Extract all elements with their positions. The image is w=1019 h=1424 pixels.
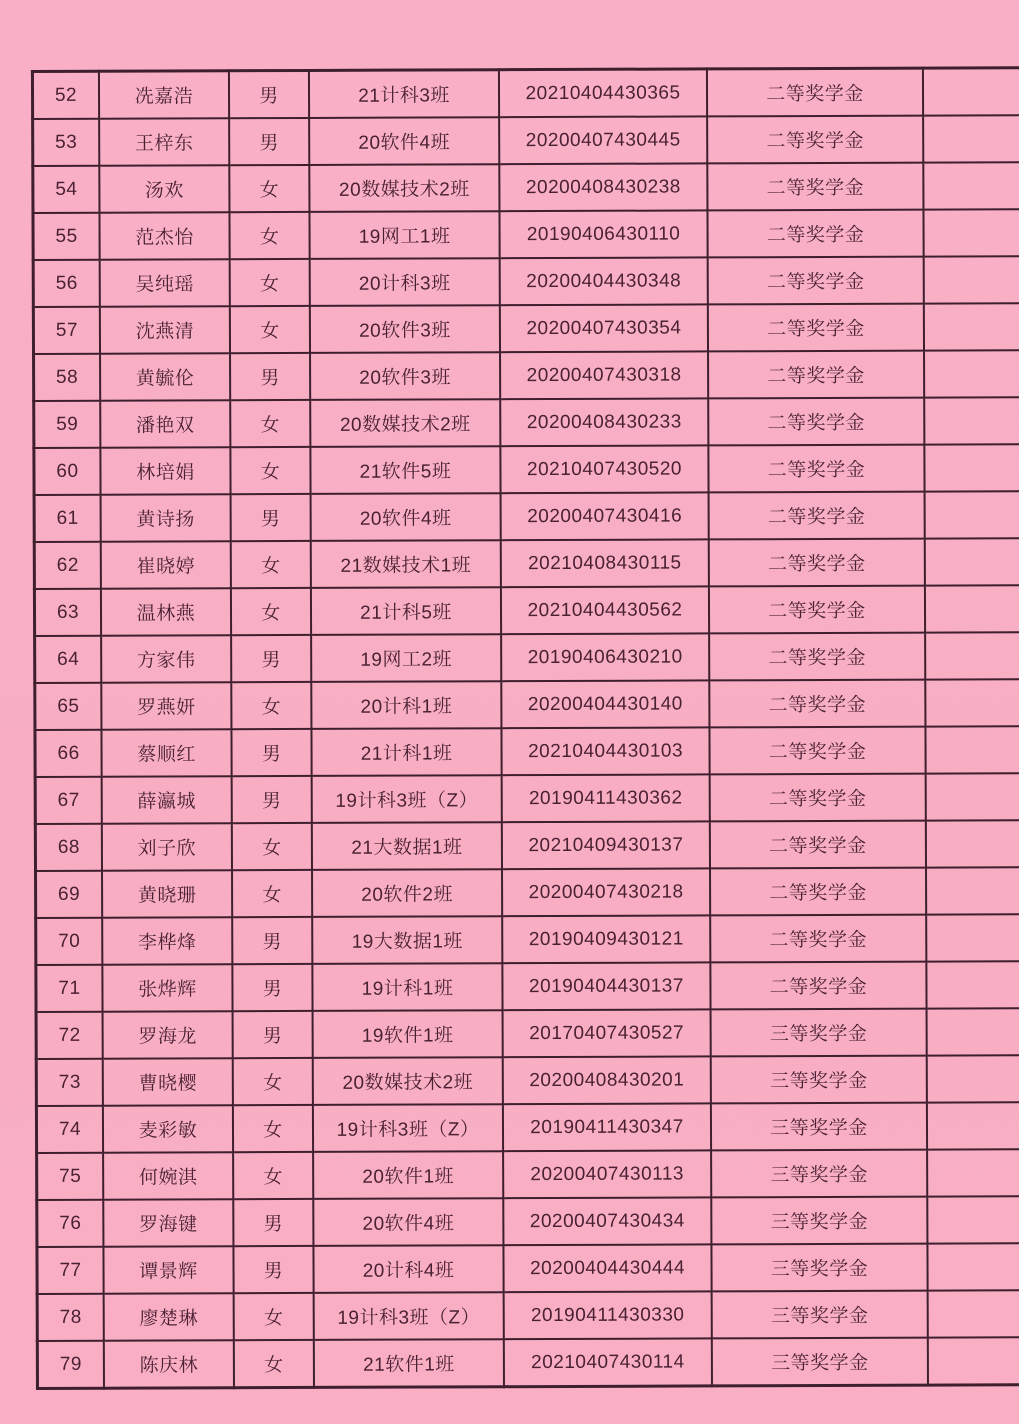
cell-student-id: 20200407430416 [501, 492, 709, 540]
table-row [35, 726, 1019, 777]
cell-row-number: 62 [34, 542, 101, 589]
cell-scholarship-level: 二等奖学金 [709, 492, 925, 540]
cell-gender: 女 [233, 1058, 313, 1105]
cell-gender: 女 [229, 212, 309, 259]
cell-class-name: 19计科3班（Z） [312, 775, 502, 823]
cell-blank [927, 1149, 1019, 1196]
table-row [37, 1337, 1019, 1388]
table-row [37, 1196, 1019, 1247]
cell-class-name: 19网工2班 [311, 634, 501, 682]
cell-blank [924, 397, 1019, 444]
table-row [33, 209, 1019, 260]
cell-student-name: 方家伟 [101, 635, 231, 682]
cell-class-name: 20软件2班 [312, 869, 502, 917]
cell-student-id: 20210404430103 [501, 727, 709, 775]
cell-blank [926, 773, 1019, 820]
cell-gender: 女 [230, 306, 310, 353]
cell-blank [925, 538, 1019, 585]
cell-class-name: 21计科5班 [311, 587, 501, 635]
cell-student-name: 蔡顺红 [101, 729, 231, 776]
cell-blank [924, 350, 1019, 397]
cell-student-name: 黄毓伦 [100, 353, 230, 400]
table-row [37, 1290, 1019, 1341]
cell-student-name: 陈庆林 [104, 1340, 234, 1388]
table-row [33, 115, 1019, 166]
cell-row-number: 66 [35, 730, 102, 777]
cell-scholarship-level: 二等奖学金 [708, 398, 924, 446]
table-row [34, 491, 1019, 542]
cell-scholarship-level: 二等奖学金 [708, 445, 924, 493]
cell-student-id: 20190409430121 [502, 915, 710, 963]
cell-gender: 女 [234, 1293, 314, 1340]
cell-scholarship-level: 二等奖学金 [708, 257, 924, 305]
cell-blank [923, 209, 1019, 256]
cell-class-name: 19软件1班 [313, 1010, 503, 1058]
cell-row-number: 72 [36, 1012, 103, 1059]
cell-student-id: 20210407430114 [504, 1338, 712, 1386]
cell-gender: 女 [231, 588, 311, 635]
cell-blank [927, 1008, 1019, 1055]
cell-gender: 男 [231, 729, 311, 776]
table-row [35, 679, 1019, 730]
table-row [37, 1149, 1019, 1200]
cell-gender: 男 [233, 1199, 313, 1246]
cell-student-name: 廖楚琳 [104, 1293, 234, 1340]
cell-scholarship-level: 二等奖学金 [708, 304, 924, 352]
table-row [36, 1102, 1019, 1153]
cell-row-number: 55 [33, 213, 100, 260]
table-row [33, 162, 1019, 213]
cell-student-name: 麦彩敏 [103, 1105, 233, 1152]
cell-blank [923, 68, 1019, 116]
table-row [36, 914, 1019, 965]
cell-scholarship-level: 二等奖学金 [709, 539, 925, 587]
cell-row-number: 75 [37, 1153, 104, 1200]
cell-scholarship-level: 二等奖学金 [709, 586, 925, 634]
cell-student-name: 黄诗扬 [101, 494, 231, 541]
cell-row-number: 58 [34, 354, 101, 401]
cell-gender: 男 [231, 635, 311, 682]
cell-scholarship-level: 三等奖学金 [711, 1009, 927, 1057]
cell-blank [926, 820, 1019, 867]
cell-blank [923, 162, 1019, 209]
cell-student-id: 20200407430218 [502, 868, 710, 916]
cell-student-id: 20170407430527 [503, 1009, 711, 1057]
table-row [35, 820, 1019, 871]
cell-scholarship-level: 三等奖学金 [711, 1197, 927, 1245]
cell-class-name: 20数媒技术2班 [313, 1057, 503, 1105]
cell-student-name: 沈燕清 [100, 306, 230, 353]
cell-student-id: 20200408430233 [500, 398, 708, 446]
cell-blank [927, 1055, 1019, 1102]
cell-class-name: 20数媒技术2班 [309, 164, 499, 212]
cell-row-number: 76 [37, 1200, 104, 1247]
cell-row-number: 61 [34, 495, 101, 542]
cell-scholarship-level: 二等奖学金 [709, 727, 925, 775]
cell-blank [927, 1196, 1019, 1243]
cell-class-name: 20软件4班 [309, 117, 499, 165]
cell-class-name: 20计科4班 [313, 1245, 503, 1293]
cell-row-number: 73 [36, 1059, 103, 1106]
cell-student-name: 谭景辉 [103, 1246, 233, 1293]
cell-student-id: 20190411430347 [503, 1103, 711, 1151]
cell-student-name: 范杰怡 [99, 212, 229, 259]
cell-student-name: 吴纯瑶 [100, 259, 230, 306]
cell-student-name: 温林燕 [101, 588, 231, 635]
cell-row-number: 56 [33, 260, 100, 307]
cell-student-name: 林培娟 [100, 447, 230, 494]
cell-blank [926, 914, 1019, 961]
table-row [34, 585, 1019, 636]
cell-student-id: 20200407430354 [500, 304, 708, 352]
cell-student-name: 薛瀛城 [102, 776, 232, 823]
cell-row-number: 71 [36, 965, 103, 1012]
cell-student-id: 20200407430318 [500, 351, 708, 399]
cell-student-id: 20190406430110 [499, 210, 707, 258]
cell-scholarship-level: 二等奖学金 [710, 915, 926, 963]
cell-row-number: 63 [34, 589, 101, 636]
cell-student-name: 罗海键 [103, 1199, 233, 1246]
cell-gender: 女 [230, 259, 310, 306]
cell-gender: 女 [233, 1152, 313, 1199]
cell-student-id: 20190404430137 [502, 962, 710, 1010]
cell-student-name: 张烨辉 [102, 964, 232, 1011]
cell-gender: 女 [232, 823, 312, 870]
cell-class-name: 19网工1班 [309, 211, 499, 259]
cell-row-number: 70 [36, 918, 103, 965]
cell-class-name: 20软件1班 [313, 1151, 503, 1199]
cell-student-id: 20200404430444 [503, 1244, 711, 1292]
table-row [32, 68, 1019, 119]
cell-row-number: 74 [36, 1106, 103, 1153]
cell-scholarship-level: 三等奖学金 [712, 1338, 928, 1386]
cell-blank [927, 1243, 1019, 1290]
table-row [33, 256, 1019, 307]
cell-student-id: 20200407430113 [503, 1150, 711, 1198]
cell-student-name: 冼嘉浩 [99, 71, 229, 119]
cell-class-name: 21计科3班 [309, 70, 499, 118]
table-body [32, 68, 1019, 1389]
table-row [34, 444, 1019, 495]
cell-scholarship-level: 二等奖学金 [708, 351, 924, 399]
cell-student-id: 20200408430201 [503, 1056, 711, 1104]
scholarship-table [31, 66, 1019, 1390]
cell-scholarship-level: 三等奖学金 [711, 1103, 927, 1151]
cell-student-name: 罗燕妍 [101, 682, 231, 729]
table-row [34, 397, 1019, 448]
cell-row-number: 53 [33, 119, 100, 166]
cell-student-name: 罗海龙 [103, 1011, 233, 1058]
cell-gender: 男 [232, 964, 312, 1011]
cell-student-id: 20190406430210 [501, 633, 709, 681]
cell-blank [923, 115, 1019, 162]
cell-blank [926, 961, 1019, 1008]
table-row [36, 1008, 1019, 1059]
table-row [34, 538, 1019, 589]
cell-student-id: 20190411430330 [504, 1291, 712, 1339]
cell-gender: 女 [232, 870, 312, 917]
cell-student-id: 20210404430562 [501, 586, 709, 634]
cell-student-name: 崔晓婷 [101, 541, 231, 588]
cell-student-id: 20190411430362 [502, 774, 710, 822]
cell-student-id: 20200404430140 [501, 680, 709, 728]
cell-gender: 男 [233, 1011, 313, 1058]
cell-gender: 男 [231, 494, 311, 541]
cell-gender: 女 [229, 165, 309, 212]
cell-student-name: 汤欢 [99, 165, 229, 212]
cell-student-id: 20210409430137 [502, 821, 710, 869]
cell-student-id: 20200407430434 [503, 1197, 711, 1245]
cell-blank [925, 585, 1019, 632]
cell-class-name: 19计科3班（Z） [313, 1104, 503, 1152]
table-row [36, 1055, 1019, 1106]
cell-gender: 女 [230, 400, 310, 447]
cell-gender: 男 [229, 118, 309, 165]
cell-student-id: 20200408430238 [499, 163, 707, 211]
cell-class-name: 21大数据1班 [312, 822, 502, 870]
cell-scholarship-level: 二等奖学金 [710, 962, 926, 1010]
cell-scholarship-level: 二等奖学金 [710, 868, 926, 916]
cell-blank [928, 1337, 1019, 1385]
cell-row-number: 57 [33, 307, 100, 354]
cell-scholarship-level: 二等奖学金 [709, 633, 925, 681]
cell-gender: 男 [232, 917, 312, 964]
cell-class-name: 21软件5班 [310, 446, 500, 494]
cell-scholarship-level: 三等奖学金 [711, 1244, 927, 1292]
cell-student-name: 黄晓珊 [102, 870, 232, 917]
cell-row-number: 69 [36, 871, 103, 918]
cell-row-number: 52 [32, 71, 99, 119]
cell-scholarship-level: 三等奖学金 [711, 1056, 927, 1104]
cell-row-number: 68 [35, 824, 102, 871]
cell-scholarship-level: 三等奖学金 [711, 1150, 927, 1198]
cell-blank [928, 1290, 1019, 1337]
table-row [35, 632, 1019, 683]
cell-class-name: 19大数据1班 [312, 916, 502, 964]
cell-scholarship-level: 二等奖学金 [707, 116, 923, 164]
cell-gender: 男 [233, 1246, 313, 1293]
cell-class-name: 21软件1班 [314, 1339, 504, 1387]
cell-row-number: 67 [35, 777, 102, 824]
cell-scholarship-level: 二等奖学金 [709, 680, 925, 728]
table-row [33, 303, 1019, 354]
cell-class-name: 21计科1班 [311, 728, 501, 776]
cell-class-name: 20计科1班 [311, 681, 501, 729]
cell-student-name: 潘艳双 [100, 400, 230, 447]
cell-student-id: 20200407430445 [499, 116, 707, 164]
cell-student-name: 刘子欣 [102, 823, 232, 870]
cell-blank [925, 491, 1019, 538]
table-row [36, 867, 1019, 918]
cell-blank [926, 867, 1019, 914]
cell-class-name: 19计科1班 [312, 963, 502, 1011]
cell-class-name: 20软件4班 [313, 1198, 503, 1246]
cell-blank [924, 444, 1019, 491]
table-row [36, 961, 1019, 1012]
cell-student-name: 李桦烽 [102, 917, 232, 964]
cell-blank [925, 679, 1019, 726]
cell-blank [924, 303, 1019, 350]
cell-scholarship-level: 二等奖学金 [707, 163, 923, 211]
cell-gender: 男 [229, 70, 309, 118]
cell-blank [924, 256, 1019, 303]
cell-class-name: 19计科3班（Z） [314, 1292, 504, 1340]
cell-row-number: 54 [33, 166, 100, 213]
cell-scholarship-level: 二等奖学金 [707, 210, 923, 258]
cell-student-id: 20210407430520 [500, 445, 708, 493]
cell-class-name: 20软件4班 [311, 493, 501, 541]
cell-gender: 男 [230, 353, 310, 400]
cell-scholarship-level: 二等奖学金 [710, 821, 926, 869]
cell-row-number: 77 [37, 1247, 104, 1294]
cell-row-number: 60 [34, 448, 101, 495]
table-row [35, 773, 1019, 824]
cell-student-name: 王梓东 [99, 118, 229, 165]
cell-class-name: 20计科3班 [310, 258, 500, 306]
cell-student-name: 曹晓樱 [103, 1058, 233, 1105]
cell-blank [925, 632, 1019, 679]
cell-student-name: 何婉淇 [103, 1152, 233, 1199]
cell-gender: 男 [232, 776, 312, 823]
table-row [34, 350, 1019, 401]
cell-gender: 女 [233, 1105, 313, 1152]
cell-blank [925, 726, 1019, 773]
cell-class-name: 20软件3班 [310, 305, 500, 353]
table-row [37, 1243, 1019, 1294]
cell-row-number: 79 [37, 1341, 104, 1389]
cell-row-number: 78 [37, 1294, 104, 1341]
cell-student-id: 20200404430348 [500, 257, 708, 305]
cell-gender: 女 [231, 682, 311, 729]
cell-blank [927, 1102, 1019, 1149]
cell-gender: 女 [230, 447, 310, 494]
cell-class-name: 20软件3班 [310, 352, 500, 400]
cell-class-name: 20数媒技术2班 [310, 399, 500, 447]
cell-student-id: 20210408430115 [501, 539, 709, 587]
cell-scholarship-level: 三等奖学金 [712, 1291, 928, 1339]
cell-class-name: 21数媒技术1班 [311, 540, 501, 588]
cell-scholarship-level: 二等奖学金 [710, 774, 926, 822]
cell-student-id: 20210404430365 [499, 69, 707, 117]
cell-row-number: 65 [35, 683, 102, 730]
cell-row-number: 64 [35, 636, 102, 683]
cell-gender: 女 [231, 541, 311, 588]
cell-row-number: 59 [34, 401, 101, 448]
cell-gender: 女 [234, 1340, 314, 1388]
cell-scholarship-level: 二等奖学金 [707, 68, 923, 116]
